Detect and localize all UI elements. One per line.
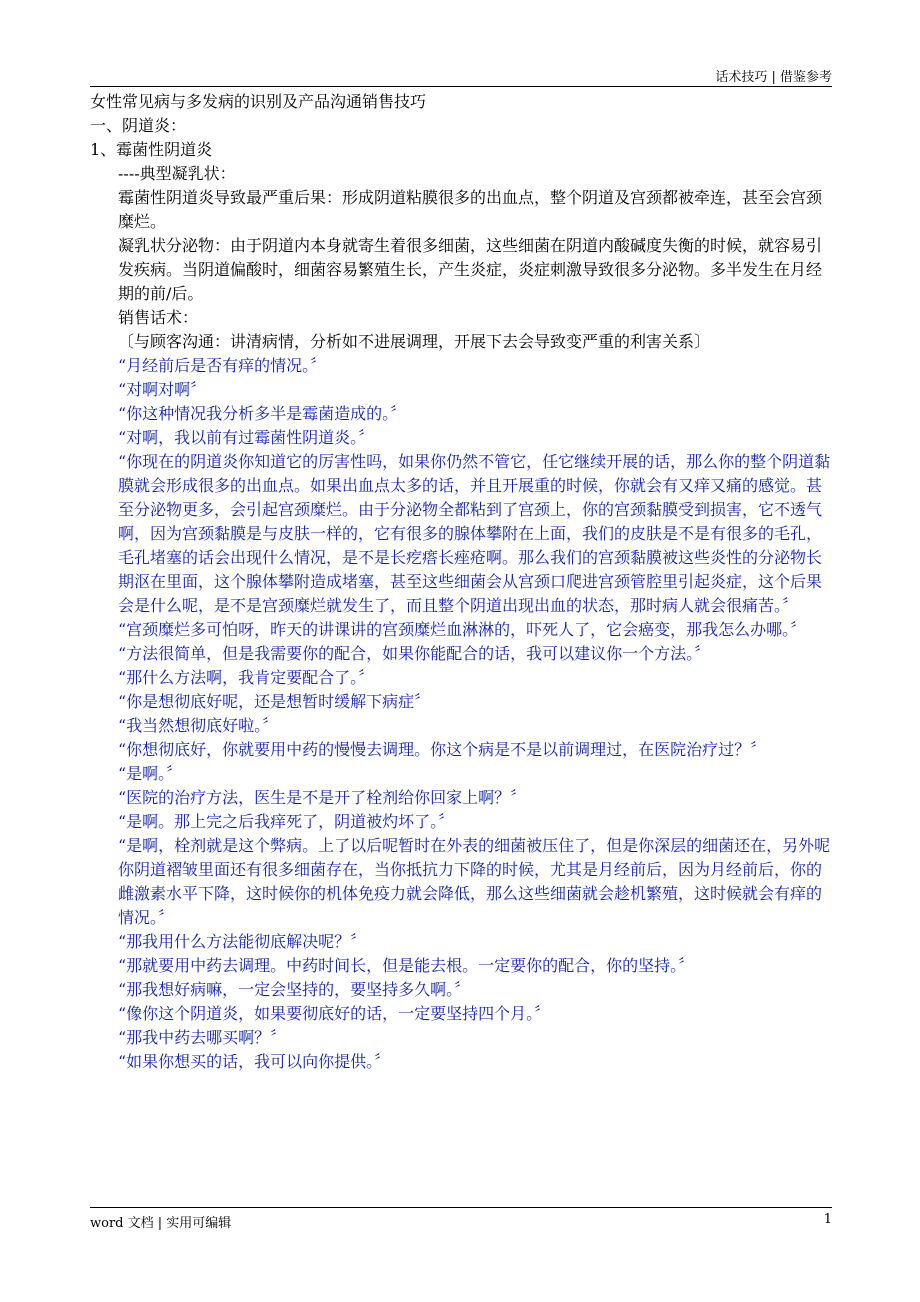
secretion-paragraph: 凝乳状分泌物：由于阴道内本身就寄生着很多细菌，这些细菌在阴道内酸碱度失衡的时候，就容易引发疾病。当阴道偏酸时，细菌容易繁殖生长，产生炎症，炎症刺激导致很多分泌物。多半发生在月经期的前/后。 — [118, 236, 823, 303]
dialogue-line: “宫颈糜烂多可怕呀，昨天的讲课讲的宫颈糜烂血淋淋的，吓死人了，它会癌变，那我怎么办哪。〞 — [118, 620, 807, 639]
sales-note: 〔与顾客沟通：讲清病情，分析如不进展调理，开展下去会导致变严重的利害关系〕 — [118, 332, 711, 351]
subsection-heading: 1、霉菌性阴道炎 — [90, 140, 213, 159]
dialogue-line: “是啊，栓剂就是这个弊病。上了以后呢暂时在外表的细菌被压住了，但是你深层的细菌还在，另外呢你阴道褶皱里面还有很多细菌存在，当你抵抗力下降的时候，尤其是月经前后，因为月经前后，你的雌激素水平下降，这时候你的机体免疫力就会降低，那么这些细菌就会趁机繁殖，这时候就会有痒的情况。〞 — [118, 836, 831, 927]
dialogue-line: “像你这个阴道炎，如果要彻底好的话，一定要坚持四个月。〞 — [118, 1004, 551, 1023]
page-header — [90, 62, 832, 87]
symptom-line: ----典型凝乳状： — [118, 164, 236, 183]
dialogue-line: “你是想彻底好呢，还是想暂时缓解下病症〞 — [118, 692, 431, 711]
doc-title: 女性常见病与多发病的识别及产品沟通销售技巧 — [90, 92, 427, 111]
dialogue-line: “你想彻底好，你就要用中药的慢慢去调理。你这个病是不是以前调理过，在医院治疗过？〞 — [118, 740, 767, 759]
document-body — [90, 90, 832, 1074]
dialogue-line: “那就要用中药去调理。中药时间长，但是能去根。一定要你的配合，你的坚持。〞 — [118, 956, 695, 975]
dialogue-line: “方法很简单，但是我需要你的配合，如果你能配合的话，我可以建议你一个方法。〞 — [118, 644, 711, 663]
dialogue-line: “医院的治疗方法，医生是不是开了栓剂给你回家上啊？〞 — [118, 788, 527, 807]
dialogue-line: “你现在的阴道炎你知道它的厉害性吗，如果你仍然不管它，任它继续开展的话，那么你的整个阴道黏膜就会形成很多的出血点。如果出血点太多的话，并且开展重的时候，你就会有又痒又痛的感觉。甚至分泌物更多，会引起宫颈糜烂。由于分泌物全都粘到了宫颈上，你的宫颈黏膜受到损害，它不透气啊，因为宫颈黏膜是与皮肤一样的，它有很多的腺体攀附在上面，我们的皮肤是不是有很多的毛孔，毛孔堵塞的话会出现什么情况，是不是长疙瘩长痤疮啊。那么我们的宫颈黏膜被这些炎性的分泌物长期沤在里面，这个腺体攀附造成堵塞，甚至这些细菌会从宫颈口爬进宫颈管腔里引起炎症，这个后果会是什么呢，是不是宫颈糜烂就发生了，而且整个阴道出现出血的状态，那时病人就会很痛苦。〞 — [118, 452, 831, 615]
page-number: 1 — [823, 1212, 832, 1227]
page-footer — [90, 1207, 832, 1230]
dialogue-line: “你这种情况我分析多半是霉菌造成的。〞 — [118, 404, 407, 423]
footer-text: word 文档 | 实用可编辑 — [90, 1216, 232, 1231]
dialogue-line: “如果你想买的话，我可以向你提供。〞 — [118, 1052, 391, 1071]
dialogue-line: “是啊。〞 — [118, 764, 183, 783]
dialogue-line: “我当然想彻底好啦。〞 — [118, 716, 279, 735]
dialogue-line: “是啊。那上完之后我痒死了，阴道被灼坏了。〞 — [118, 812, 455, 831]
dialogue-line: “那我用什么方法能彻底解决呢？〞 — [118, 932, 367, 951]
header-text: 话术技巧 | 借鉴参考 — [715, 70, 832, 85]
dialogue-line: “那我想好病嘛，一定会坚持的，要坚持多久啊。〞 — [118, 980, 471, 999]
section-heading: 一、阴道炎： — [90, 116, 187, 135]
dialogue-line: “对啊对啊〞 — [118, 380, 207, 399]
consequence-paragraph: 霉菌性阴道炎导致最严重后果：形成阴道粘膜很多的出血点，整个阴道及宫颈都被牵连，甚至会宫颈糜烂。 — [118, 188, 823, 231]
dialogue-line: “那什么方法啊，我肯定要配合了。〞 — [118, 668, 375, 687]
dialogue-line: “对啊，我以前有过霉菌性阴道炎。〞 — [118, 428, 375, 447]
dialogue-list — [90, 354, 832, 1074]
dialogue-line: “那我中药去哪买啊？〞 — [118, 1028, 287, 1047]
sales-label: 销售话术： — [118, 308, 199, 327]
dialogue-line: “月经前后是否有痒的情况。〞 — [118, 356, 327, 375]
